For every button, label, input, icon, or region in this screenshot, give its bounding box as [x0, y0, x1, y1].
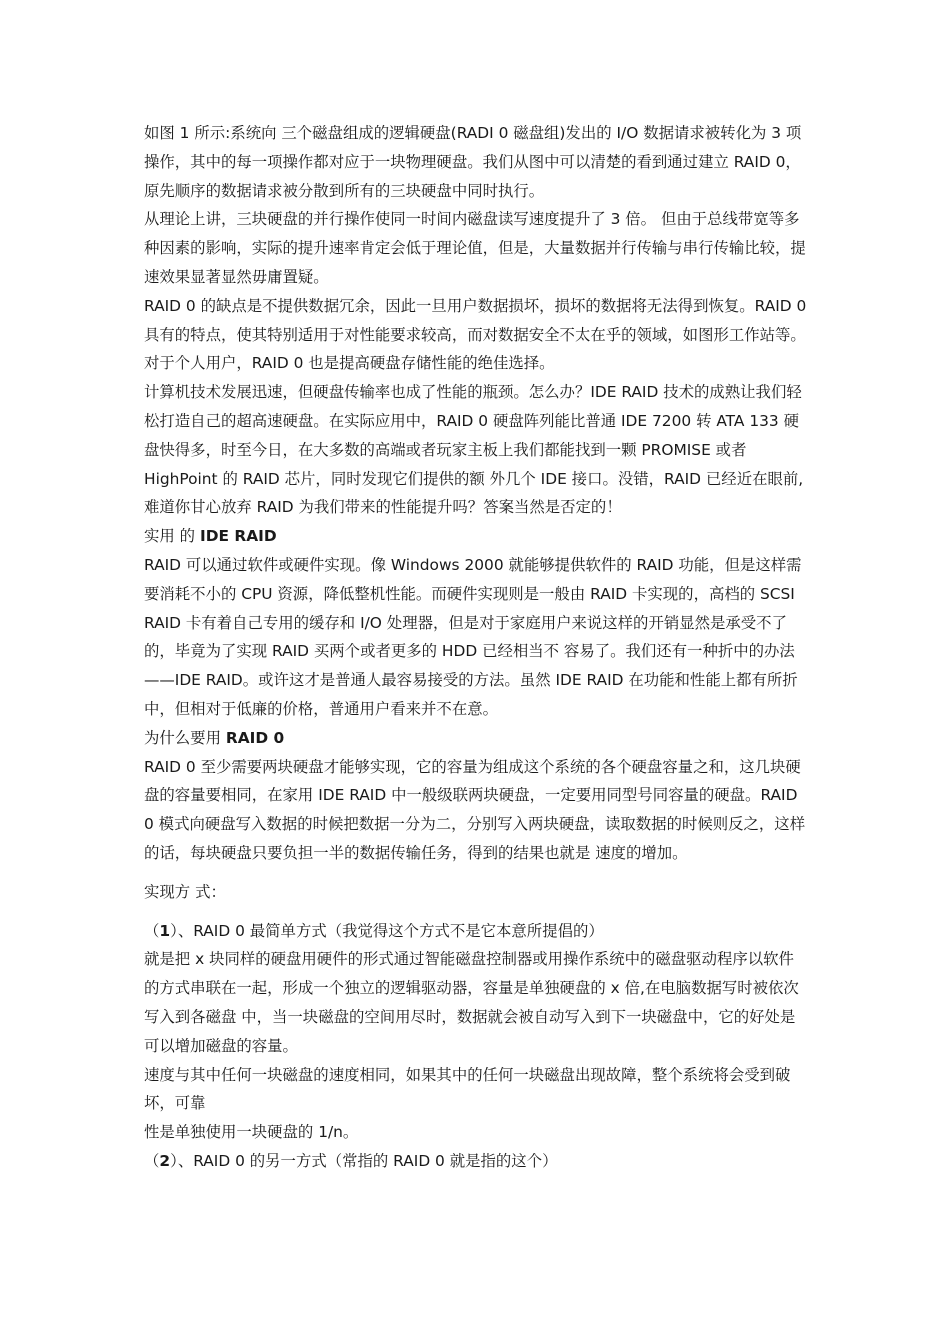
list-item-open-paren: （ [144, 1151, 160, 1170]
paragraph-raid0-drawbacks: RAID 0 的缺点是不提供数据冗余，因此一旦用户数据损坏，损坏的数据将无法得到恢复。RAID 0 具有的特点，使其特别适用于对性能要求较高，而对数据安全不太在乎的领域，如图形工作站等。对于个人用户，RAID 0 也是提高硬盘存储性能的绝佳选择。 [144, 296, 807, 373]
paragraph-theory-speed: 从理论上讲，三块硬盘的并行操作使同一时间内磁盘读写速度提升了 3 倍。 但由于总线带宽等多种因素的影响，实际的提升速率肯定会低于理论值，但是，大量数据并行传输与串行传输比较，提速效果显著显然毋庸置疑。 [144, 210, 806, 286]
heading-why-prefix: 为什么要用 [144, 728, 226, 747]
list-item-method-1 [144, 917, 807, 946]
paragraph-raid0-intro: 如图 1 所示:系统向 三个磁盘组成的逻辑硬盘(RADI 0 磁盘组)发出的 I/O 数据请求被转化为 3 项操作，其中的每一项操作都对应于一块物理硬盘。我们从图中可以清楚的看到通过建立 RAID 0，原先顺序的数据请求被分散到所有的三块硬盘中同时执行。 [144, 124, 802, 200]
paragraph-method-1-reliability-end: 性是单独使用一块硬盘的 1/n。 [144, 1123, 359, 1142]
document-body [144, 119, 807, 1176]
paragraph-ide-raid-maturity: 计算机技术发展迅速，但硬盘传输率也成了性能的瓶颈。怎么办？IDE RAID 技术的成熟让我们轻松打造自己的超高速硬盘。在实际应用中，RAID 0 硬盘阵列能比普通 IDE 7200 转 ATA 133 硬盘快得多，时至今日，在大多数的高端或者玩家主板上我们都能找到一颗 PROMISE 或者 HighPoint 的 RAID 芯片，同时发现它们提供的额 外几个 IDE 接口。没错，RAID 已经近在眼前,难道你甘心放弃 RAID 为我们带来的性能提升吗？答案当然是否定的！ [144, 383, 804, 517]
paragraph-raid0-requirements: RAID 0 至少需要两块硬盘才能够实现，它的容量为组成这个系统的各个硬盘容量之和，这几块硬盘的容量要相同，在家用 IDE RAID 中一般级联两块硬盘，一定要用同型号同容量的硬盘。RAID 0 模式向硬盘写入数据的时候把数据一分为二，分别写入两块硬盘，读取数据的时候则反之，这样的话，每块硬盘只要负担一半的数据传输任务，得到的结果也就是 速度的增加。 [144, 757, 806, 862]
list-item-open-paren: （ [144, 921, 160, 940]
heading-practical-bold: IDE RAID [199, 527, 277, 546]
heading-practical-prefix: 实用 的 [144, 527, 200, 546]
list-item-text: ）、RAID 0 的另一方式（常指的 RAID 0 就是指的这个） [170, 1151, 558, 1170]
list-item-number: 1 [159, 921, 171, 940]
list-item-text: ）、RAID 0 最简单方式（我觉得这个方式不是它本意所提倡的） [170, 921, 604, 940]
heading-why-raid0 [144, 724, 807, 753]
list-item-method-2 [144, 1147, 807, 1176]
paragraph-method-1-desc: 就是把 x 块同样的硬盘用硬件的形式通过智能磁盘控制器或用操作系统中的磁盘驱动程序以软件的方式串联在一起，形成一个独立的逻辑驱动器，容量是单独硬盘的 x 倍,在电脑数据写时被依次写入到各磁盘 中，当一块磁盘的空间用尽时，数据就会被自动写入到下一块磁盘中，它的好处是可以增加磁盘的容量。 [144, 950, 799, 1055]
spacer [144, 907, 807, 917]
list-item-number: 2 [159, 1151, 171, 1170]
paragraph-implementation-label: 实现方 式： [144, 882, 226, 901]
heading-practical-ide-raid [144, 522, 807, 551]
spacer [144, 868, 807, 878]
paragraph-method-1-reliability: 速度与其中任何一块磁盘的速度相同，如果其中的任何一块磁盘出现故障，整个系统将会受到破坏，可靠 [144, 1065, 791, 1113]
heading-why-bold: RAID 0 [225, 728, 285, 747]
paragraph-software-hardware-raid: RAID 可以通过软件或硬件实现。像 Windows 2000 就能够提供软件的 RAID 功能，但是这样需要消耗不小的 CPU 资源，降低整机性能。而硬件实现则是一般由 RAID 卡实现的，高档的 SCSI RAID 卡有着自己专用的缓存和 I/O 处理器，但是对于家庭用户来说这样的开销显然是承受不了的，毕竟为了实现 RAID 买两个或者更多的 HDD 已经相当不 容易了。我们还有一种折中的办法——IDE RAID。或许这才是普通人最容易接受的方法。虽然 IDE RAID 在功能和性能上都有所折中，但相对于低廉的价格，普通用户看来并不在意。 [144, 555, 802, 718]
